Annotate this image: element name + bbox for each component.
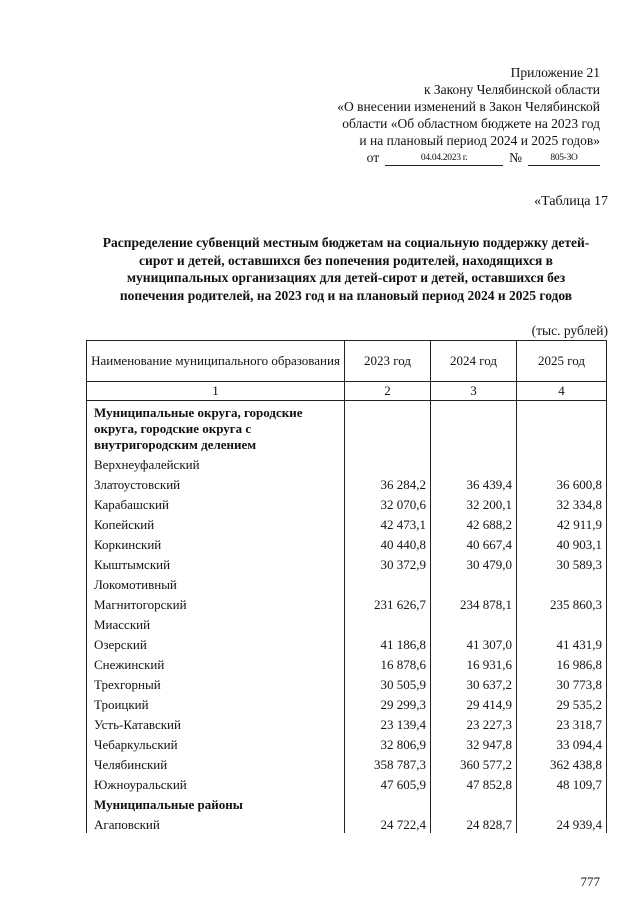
title-line: муниципальных организациях для детей-сирот и детей, оставшихся без [126, 270, 566, 285]
table-row [87, 573, 607, 593]
appendix-line: «О внесении изменений в Закон Челябинской [337, 99, 600, 114]
table-row [87, 473, 607, 493]
number-label: № [509, 150, 522, 165]
table-body [87, 401, 607, 834]
value-2023 [345, 573, 431, 593]
table-cell [517, 401, 607, 454]
municipality-name: Трехгорный [87, 673, 345, 693]
value-2025: 23 318,7 [517, 713, 607, 733]
table-row [87, 673, 607, 693]
header-2023: 2023 год [345, 341, 431, 382]
table-row [87, 513, 607, 533]
page-number: 777 [580, 874, 600, 889]
table-header [87, 341, 607, 401]
header-2024: 2024 год [431, 341, 517, 382]
value-2023: 24 722,4 [345, 813, 431, 833]
table-row [87, 493, 607, 513]
value-2023: 30 372,9 [345, 553, 431, 573]
municipality-name: Чебаркульский [87, 733, 345, 753]
value-2024: 30 479,0 [431, 553, 517, 573]
table-row [87, 633, 607, 653]
value-2025: 30 589,3 [517, 553, 607, 573]
value-2024: 23 227,3 [431, 713, 517, 733]
subvention-table [86, 340, 607, 833]
value-2024: 42 688,2 [431, 513, 517, 533]
value-2023: 32 806,9 [345, 733, 431, 753]
table-row [87, 693, 607, 713]
value-2025 [517, 613, 607, 633]
value-2023: 16 878,6 [345, 653, 431, 673]
header-2025: 2025 год [517, 341, 607, 382]
municipality-name: Челябинский [87, 753, 345, 773]
column-number: 1 [87, 382, 345, 401]
value-2024: 41 307,0 [431, 633, 517, 653]
value-2024 [431, 453, 517, 473]
column-number-row [87, 382, 607, 401]
table-row [87, 753, 607, 773]
table-cell [431, 793, 517, 813]
value-2025: 16 986,8 [517, 653, 607, 673]
table-reference: «Таблица 17 [534, 194, 608, 209]
table-row [87, 553, 607, 573]
value-2024: 30 637,2 [431, 673, 517, 693]
value-2023: 32 070,6 [345, 493, 431, 513]
value-2024: 360 577,2 [431, 753, 517, 773]
municipality-name: Локомотивный [87, 573, 345, 593]
table-row [87, 613, 607, 633]
value-2025 [517, 453, 607, 473]
value-2024: 40 667,4 [431, 533, 517, 553]
header-row [87, 341, 607, 382]
municipality-name: Магнитогорский [87, 593, 345, 613]
value-2023 [345, 453, 431, 473]
table-row [87, 773, 607, 793]
value-2025: 24 939,4 [517, 813, 607, 833]
table-cell [345, 793, 431, 813]
municipality-name: Кыштымский [87, 553, 345, 573]
title-line: Распределение субвенций местным бюджетам на социальную поддержку детей- [102, 235, 590, 250]
section-row [87, 793, 607, 813]
municipality-name: Троицкий [87, 693, 345, 713]
law-date: 04.04.2023 г. [385, 152, 503, 166]
appendix-line: Приложение 21 [510, 65, 600, 80]
value-2023: 42 473,1 [345, 513, 431, 533]
value-2023: 29 299,3 [345, 693, 431, 713]
value-2025: 40 903,1 [517, 533, 607, 553]
table-cell [431, 401, 517, 454]
municipality-name: Миасский [87, 613, 345, 633]
value-2025: 29 535,2 [517, 693, 607, 713]
value-2024: 32 947,8 [431, 733, 517, 753]
municipality-name: Снежинский [87, 653, 345, 673]
value-2024: 36 439,4 [431, 473, 517, 493]
table-row [87, 733, 607, 753]
units-label: (тыс. рублей) [531, 323, 608, 338]
appendix-line: области «Об областном бюджете на 2023 год [342, 116, 600, 131]
municipality-name: Южноуральский [87, 773, 345, 793]
table-cell [517, 793, 607, 813]
column-number: 2 [345, 382, 431, 401]
document-title [82, 234, 610, 304]
table-row [87, 593, 607, 613]
municipality-name: Коркинский [87, 533, 345, 553]
law-signature-line [280, 149, 600, 166]
column-number: 4 [517, 382, 607, 401]
table-row [87, 453, 607, 473]
value-2025: 30 773,8 [517, 673, 607, 693]
section-title: Муниципальные округа, городские округа, городские округа с внутригородским делением [87, 401, 345, 454]
appendix-line: и на плановый период 2024 и 2025 годов» [359, 133, 600, 148]
value-2023: 231 626,7 [345, 593, 431, 613]
section-row [87, 401, 607, 454]
section-title: Муниципальные районы [87, 793, 345, 813]
value-2024 [431, 613, 517, 633]
title-line: сирот и детей, оставшихся без попечения родителей, находящихся в [139, 252, 553, 268]
value-2025 [517, 573, 607, 593]
municipality-name: Агаповский [87, 813, 345, 833]
title-line: попечения родителей, на 2023 год и на плановый период 2024 и 2025 годов [119, 287, 573, 303]
law-number: 805-ЗО [528, 152, 600, 166]
value-2023: 358 787,3 [345, 753, 431, 773]
value-2025: 48 109,7 [517, 773, 607, 793]
municipality-name: Усть-Катавский [87, 713, 345, 733]
municipality-name: Копейский [87, 513, 345, 533]
value-2024: 29 414,9 [431, 693, 517, 713]
table-row [87, 653, 607, 673]
value-2024: 32 200,1 [431, 493, 517, 513]
value-2025: 36 600,8 [517, 473, 607, 493]
table-row [87, 713, 607, 733]
column-number: 3 [431, 382, 517, 401]
value-2023 [345, 613, 431, 633]
value-2023: 36 284,2 [345, 473, 431, 493]
municipality-name: Златоустовский [87, 473, 345, 493]
value-2025: 32 334,8 [517, 493, 607, 513]
value-2024: 47 852,8 [431, 773, 517, 793]
table-row [87, 533, 607, 553]
municipality-name: Озерский [87, 633, 345, 653]
value-2023: 41 186,8 [345, 633, 431, 653]
value-2024: 234 878,1 [431, 593, 517, 613]
value-2023: 23 139,4 [345, 713, 431, 733]
appendix-header [280, 64, 600, 166]
value-2025: 33 094,4 [517, 733, 607, 753]
municipality-name: Карабашский [87, 493, 345, 513]
value-2024: 16 931,6 [431, 653, 517, 673]
appendix-line: к Закону Челябинской области [423, 82, 600, 97]
value-2024 [431, 573, 517, 593]
value-2025: 42 911,9 [517, 513, 607, 533]
value-2023: 30 505,9 [345, 673, 431, 693]
table-cell [345, 401, 431, 454]
table-row [87, 813, 607, 833]
value-2023: 47 605,9 [345, 773, 431, 793]
value-2025: 235 860,3 [517, 593, 607, 613]
header-municipality: Наименование муниципального образования [87, 341, 345, 382]
value-2024: 24 828,7 [431, 813, 517, 833]
value-2025: 362 438,8 [517, 753, 607, 773]
from-label: от [366, 150, 380, 165]
value-2023: 40 440,8 [345, 533, 431, 553]
value-2025: 41 431,9 [517, 633, 607, 653]
municipality-name: Верхнеуфалейский [87, 453, 345, 473]
